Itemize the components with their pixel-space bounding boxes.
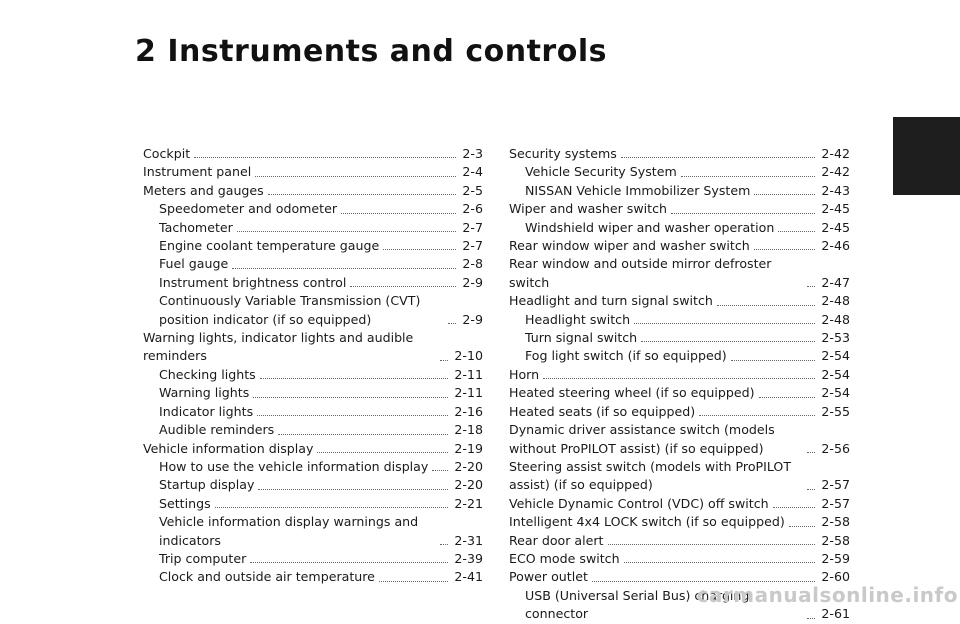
dot-leader [789, 525, 816, 527]
toc-entry[interactable] [143, 200, 483, 218]
dot-leader [807, 617, 815, 619]
toc-entry-page: 2-48 [821, 293, 850, 309]
toc-entry[interactable] [509, 366, 850, 384]
dot-leader [671, 212, 815, 214]
dot-leader [621, 156, 816, 158]
toc-entry[interactable] [509, 311, 850, 329]
toc-entry-title: Clock and outside air temperature [159, 569, 375, 585]
toc-entry-title: Vehicle information display warnings and indicators [159, 514, 419, 548]
toc-entry[interactable] [509, 550, 850, 568]
dot-leader [215, 506, 449, 508]
toc-entry[interactable] [509, 495, 850, 513]
toc-entry-title: Warning lights [159, 385, 250, 401]
dot-leader [681, 175, 816, 177]
toc-entry-page: 2-45 [821, 219, 850, 235]
toc-entry[interactable] [509, 347, 850, 365]
toc-entry-page: 2-60 [821, 569, 850, 585]
dot-leader [253, 396, 448, 398]
dot-leader [641, 340, 815, 342]
toc-entry[interactable] [509, 219, 850, 237]
dot-leader [759, 396, 816, 398]
dot-leader [432, 469, 448, 471]
toc-entry[interactable] [143, 292, 483, 329]
toc-entry[interactable] [509, 532, 850, 550]
toc-entry[interactable] [509, 458, 850, 495]
toc-entry-page: 2-6 [462, 201, 483, 217]
toc-entry-page: 2-47 [821, 274, 850, 290]
toc-entry[interactable] [509, 237, 850, 255]
toc-entry-title: Power outlet [509, 569, 588, 585]
toc-entry-title: Instrument panel [143, 164, 252, 180]
toc-entry-title: Rear window wiper and washer switch [509, 238, 750, 254]
toc-entry-page: 2-42 [821, 164, 850, 180]
toc-entry-page: 2-43 [821, 182, 850, 198]
toc-entry[interactable] [143, 440, 483, 458]
toc-entry-page: 2-19 [454, 440, 483, 456]
toc-entry-page: 2-53 [821, 330, 850, 346]
page-title: 2 Instruments and controls [135, 34, 607, 69]
dot-leader [250, 561, 448, 563]
toc-entry-title: Rear door alert [509, 532, 604, 548]
toc-entry[interactable] [143, 476, 483, 494]
toc-entry-title: Headlight switch [525, 311, 631, 327]
dot-leader [383, 248, 456, 250]
dot-leader [754, 193, 815, 195]
toc-entry-page: 2-11 [454, 385, 483, 401]
toc-entry-title: Turn signal switch [525, 330, 638, 346]
toc-entry-title: Fog light switch (if so equipped) [525, 348, 727, 364]
toc-entry-title: Speedometer and odometer [159, 201, 338, 217]
toc-entry-page: 2-54 [821, 348, 850, 364]
toc-entry-title: Continuously Variable Transmission (CVT) position indicator (if so equipped) [159, 293, 421, 327]
toc-entry-page: 2-45 [821, 201, 850, 217]
toc-entry-page: 2-56 [821, 440, 850, 456]
toc-entry-page: 2-58 [821, 532, 850, 548]
toc-entry[interactable] [143, 329, 483, 366]
toc-entry-page: 2-57 [821, 477, 850, 493]
dot-leader [754, 248, 816, 250]
toc-entry-title: Startup display [159, 477, 255, 493]
dot-leader [237, 230, 457, 232]
dot-leader [350, 285, 456, 287]
toc-entry-title: Rear window and outside mirror defroster switch [509, 256, 772, 290]
toc-entry-page: 2-42 [821, 146, 850, 161]
toc-entry[interactable] [143, 274, 483, 292]
toc-entry-page: 2-31 [454, 532, 483, 548]
dot-leader [260, 377, 449, 379]
toc-entry-page: 2-61 [821, 606, 850, 622]
toc-entry-title: Steering assist switch (models with ProPILOT assist) (if so equipped) [509, 458, 792, 493]
toc-entry-title: How to use the vehicle information display [159, 458, 429, 474]
dot-leader [807, 488, 815, 490]
watermark: carmanualsonline.info [696, 583, 958, 607]
toc-entry-title: Instrument brightness control [159, 274, 347, 290]
dot-leader [634, 322, 815, 324]
toc-entry-title: Meters and gauges [143, 182, 264, 198]
toc-entry-page: 2-10 [454, 348, 483, 364]
dot-leader [258, 488, 448, 490]
toc-entry-page: 2-9 [462, 311, 483, 327]
toc-entry[interactable] [143, 219, 483, 237]
toc-entry-title: Audible reminders [159, 422, 275, 438]
dot-leader [341, 212, 456, 214]
toc-right-column [509, 145, 850, 624]
toc-entry-title: Security systems [509, 146, 617, 161]
toc-entry-title: Engine coolant temperature gauge [159, 238, 380, 254]
dot-leader [232, 267, 456, 269]
dot-leader [608, 543, 816, 545]
toc-entry-title: Heated seats (if so equipped) [509, 403, 696, 419]
dot-leader [807, 285, 815, 287]
toc-entry[interactable] [509, 292, 850, 310]
toc-entry-page: 2-54 [821, 366, 850, 382]
toc-entry[interactable] [143, 182, 483, 200]
toc-entry[interactable] [143, 384, 483, 402]
toc-entry-title: Windshield wiper and washer operation [525, 219, 775, 235]
dot-leader [268, 193, 457, 195]
dot-leader [255, 175, 456, 177]
toc-entry-title: Vehicle Security System [525, 164, 677, 180]
toc-entry[interactable] [143, 163, 483, 181]
toc-entry-page: 2-46 [821, 238, 850, 254]
dot-leader [317, 451, 448, 453]
toc-entry-title: Intelligent 4x4 LOCK switch (if so equipped) [509, 514, 785, 530]
toc-entry-page: 2-57 [821, 495, 850, 511]
toc-left-column [143, 145, 483, 587]
dot-leader [717, 304, 816, 306]
toc-entry-page: 2-41 [454, 569, 483, 585]
toc-entry-page: 2-9 [462, 274, 483, 290]
toc-entry[interactable] [143, 145, 483, 163]
toc-entry-title: Fuel gauge [159, 256, 229, 272]
toc-entry[interactable] [143, 568, 483, 586]
dot-leader [257, 414, 448, 416]
toc-entry-page: 2-5 [462, 182, 483, 198]
toc-entry-page: 2-20 [454, 458, 483, 474]
toc-entry-page: 2-11 [454, 366, 483, 382]
toc-entry[interactable] [509, 163, 850, 181]
toc-entry[interactable] [143, 458, 483, 476]
toc-entry-page: 2-59 [821, 550, 850, 566]
toc-entry-page: 2-20 [454, 477, 483, 493]
toc-entry-title: Checking lights [159, 366, 256, 382]
chapter-tab [893, 117, 960, 195]
toc-entry[interactable] [509, 421, 850, 458]
toc-entry-title: Cockpit [143, 146, 191, 161]
toc-entry-title: ECO mode switch [509, 550, 620, 566]
dot-leader [543, 377, 815, 379]
dot-leader [731, 359, 816, 361]
toc-entry-title: Headlight and turn signal switch [509, 293, 713, 309]
toc-entry-title: Dynamic driver assistance switch (models without ProPILOT assist) (if so equipped) [509, 422, 775, 456]
toc-entry-page: 2-48 [821, 311, 850, 327]
dot-leader [778, 230, 815, 232]
toc-entry-title: Horn [509, 366, 540, 382]
toc-entry-page: 2-55 [821, 403, 850, 419]
toc-entry[interactable] [509, 182, 850, 200]
toc-entry[interactable] [509, 403, 850, 421]
toc-entry-page: 2-54 [821, 385, 850, 401]
toc-entry[interactable] [143, 237, 483, 255]
toc-entry-title: Warning lights, indicator lights and audible reminders [143, 330, 414, 364]
toc-entry-title: USB (Universal Serial Bus) charging connector [525, 587, 750, 622]
toc-entry-title: Tachometer [159, 219, 233, 235]
toc-entry[interactable] [509, 145, 850, 163]
dot-leader [440, 359, 448, 361]
toc-entry-title: Heated steering wheel (if so equipped) [509, 385, 755, 401]
toc-entry-title: NISSAN Vehicle Immobilizer System [525, 182, 751, 198]
toc-entry-page: 2-39 [454, 550, 483, 566]
toc-entry-title: Settings [159, 495, 211, 511]
toc-entry-title: Vehicle Dynamic Control (VDC) off switch [509, 495, 769, 511]
dot-leader [592, 580, 816, 582]
toc-entry[interactable] [509, 513, 850, 531]
toc-entry[interactable] [143, 550, 483, 568]
toc-entry-page: 2-7 [462, 219, 483, 235]
toc-entry[interactable] [143, 495, 483, 513]
toc-entry[interactable] [509, 384, 850, 402]
toc-entry[interactable] [509, 329, 850, 347]
toc-entry[interactable] [143, 421, 483, 439]
toc-entry[interactable] [143, 403, 483, 421]
dot-leader [379, 580, 449, 582]
toc-entry[interactable] [509, 200, 850, 218]
toc-entry-page: 2-18 [454, 422, 483, 438]
toc-entry-page: 2-21 [454, 495, 483, 511]
dot-leader [624, 561, 816, 563]
toc-entry-page: 2-7 [462, 238, 483, 254]
toc-entry-page: 2-3 [462, 146, 483, 161]
toc-entry-page: 2-58 [821, 514, 850, 530]
toc-entry-title: Wiper and washer switch [509, 201, 667, 217]
toc-entry[interactable] [509, 255, 850, 292]
dot-leader [807, 451, 815, 453]
dot-leader [773, 506, 816, 508]
toc-entry-page: 2-8 [462, 256, 483, 272]
dot-leader [278, 433, 448, 435]
dot-leader [448, 322, 456, 324]
toc-entry[interactable] [143, 255, 483, 273]
toc-entry[interactable] [143, 366, 483, 384]
toc-entry-title: Trip computer [159, 550, 247, 566]
toc-entry-page: 2-16 [454, 403, 483, 419]
toc-entry-title: Indicator lights [159, 403, 254, 419]
dot-leader [440, 543, 448, 545]
toc-entry-page: 2-4 [462, 164, 483, 180]
dot-leader [194, 156, 456, 158]
toc-entry-title: Vehicle information display [143, 440, 314, 456]
dot-leader [699, 414, 815, 416]
toc-entry[interactable] [143, 513, 483, 550]
